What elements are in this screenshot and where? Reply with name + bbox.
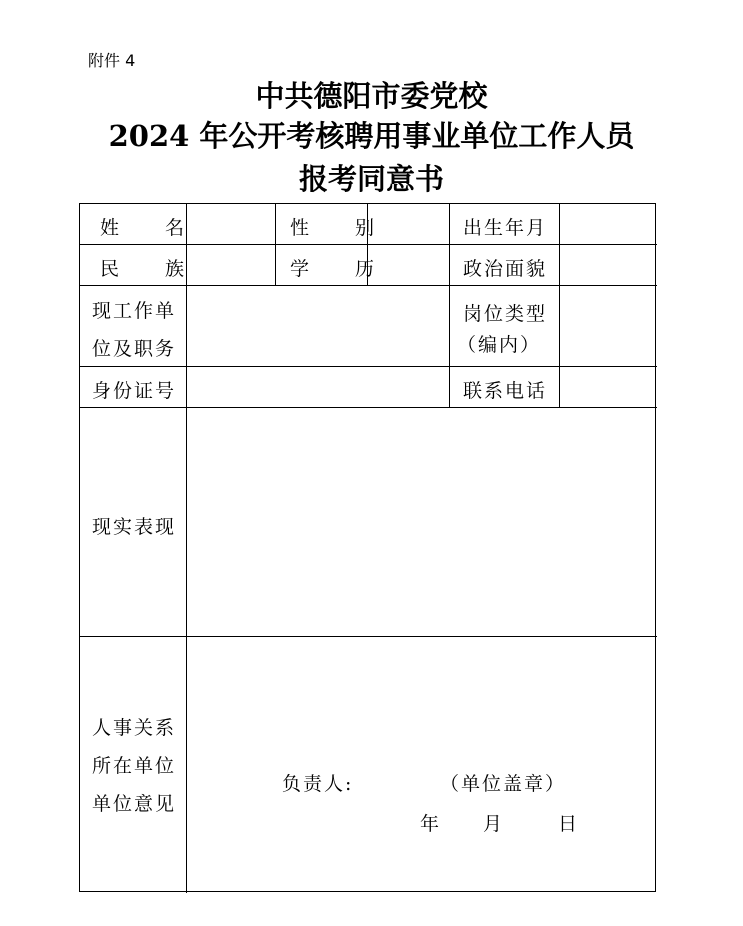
row-divider bbox=[80, 244, 657, 245]
col-divider bbox=[275, 204, 276, 285]
consent-form-table bbox=[79, 203, 656, 892]
hr-opinion-label-line1: 人事关系 bbox=[92, 717, 177, 739]
performance-label: 现实表现 bbox=[92, 516, 177, 538]
education-label: 学 历 bbox=[290, 258, 395, 280]
name-label: 姓 名 bbox=[100, 217, 205, 239]
birth-label: 出生年月 bbox=[463, 217, 548, 239]
title-line-1: 中共德阳市委党校 bbox=[255, 79, 488, 113]
political-status-label: 政治面貌 bbox=[463, 258, 548, 280]
person-in-charge-label: 负责人: bbox=[282, 773, 354, 795]
col-divider bbox=[559, 204, 560, 407]
workplace-label bbox=[92, 292, 176, 368]
post-type-label-line2: （编内） bbox=[457, 334, 542, 356]
col-divider bbox=[186, 204, 187, 893]
year-label: 年 bbox=[420, 813, 442, 835]
title-line-2: 2024 年公开考核聘用事业单位工作人员 bbox=[108, 119, 635, 153]
id-number-label: 身份证号 bbox=[92, 380, 177, 402]
gender-label: 性 别 bbox=[290, 217, 395, 239]
row-divider bbox=[80, 407, 657, 408]
workplace-label-line2: 位及职务 bbox=[92, 338, 177, 360]
month-label: 月 bbox=[483, 813, 505, 835]
post-type-label bbox=[457, 299, 548, 361]
row-divider bbox=[80, 285, 657, 286]
col-divider bbox=[449, 204, 450, 407]
attachment-number: 附件 4 bbox=[88, 51, 136, 70]
hr-opinion-label-line2: 所在单位 bbox=[92, 755, 177, 777]
hr-opinion-label-line3: 单位意见 bbox=[92, 793, 177, 815]
phone-label: 联系电话 bbox=[463, 380, 548, 402]
workplace-label-line1: 现工作单 bbox=[92, 300, 177, 322]
hr-opinion-label bbox=[92, 709, 176, 823]
ethnicity-label: 民 族 bbox=[100, 258, 205, 280]
title-line-3: 报考同意书 bbox=[298, 162, 444, 196]
unit-seal-label: （单位盖章） bbox=[440, 773, 567, 795]
row-divider bbox=[80, 636, 657, 637]
post-type-label-line1: 岗位类型 bbox=[463, 303, 548, 325]
day-label: 日 bbox=[558, 813, 580, 835]
